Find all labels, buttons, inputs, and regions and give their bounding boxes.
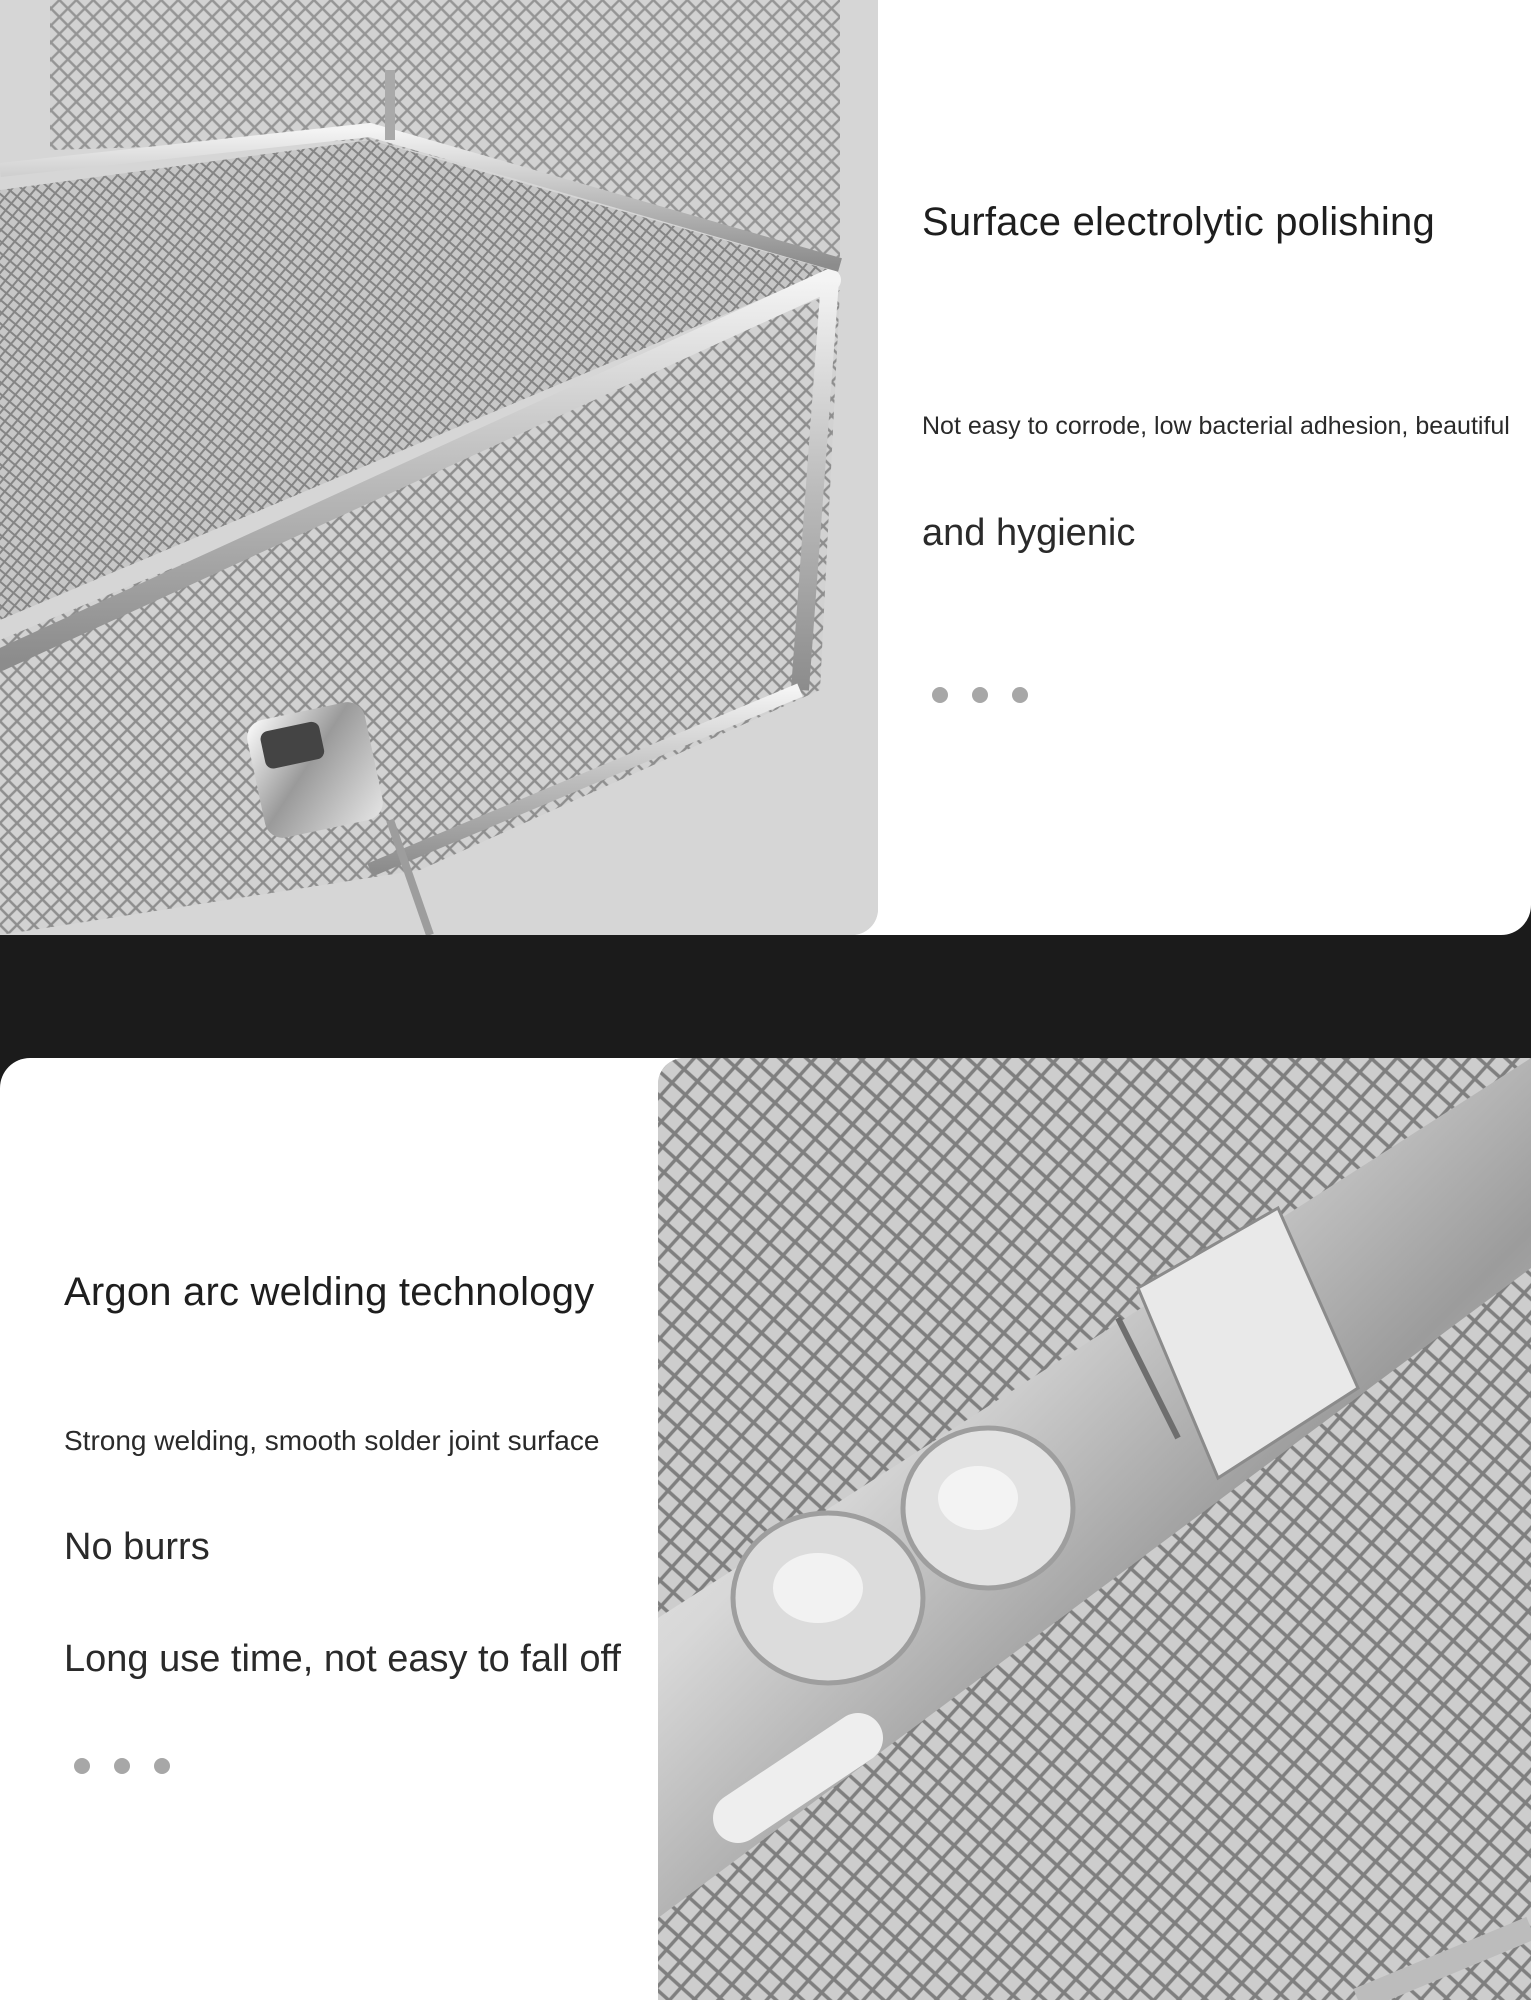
polishing-description-line-1: Not easy to corrode, low bacterial adhesion, beautiful <box>922 412 1510 440</box>
dot-indicator <box>74 1758 90 1774</box>
polishing-feature-panel <box>0 0 1531 935</box>
pagination-dots <box>932 687 1028 703</box>
mesh-basket-illustration <box>0 0 878 935</box>
welding-description-line-1: Strong welding, smooth solder joint surface <box>64 1425 600 1456</box>
dot-indicator <box>1012 687 1028 703</box>
polishing-heading: Surface electrolytic polishing <box>922 200 1435 244</box>
pagination-dots <box>74 1758 170 1774</box>
weld-closeup-photo <box>658 1058 1531 2000</box>
dot-indicator <box>154 1758 170 1774</box>
dot-indicator <box>114 1758 130 1774</box>
dot-indicator <box>932 687 948 703</box>
polishing-description-line-2: and hygienic <box>922 512 1136 554</box>
dot-indicator <box>972 687 988 703</box>
welding-heading: Argon arc welding technology <box>64 1270 595 1314</box>
weld-closeup-illustration <box>658 1058 1531 2000</box>
mesh-basket-photo <box>0 0 878 935</box>
welding-description-line-2: No burrs <box>64 1526 210 1568</box>
welding-feature-panel <box>0 1058 1531 2000</box>
welding-description-line-3: Long use time, not easy to fall off <box>64 1638 621 1680</box>
